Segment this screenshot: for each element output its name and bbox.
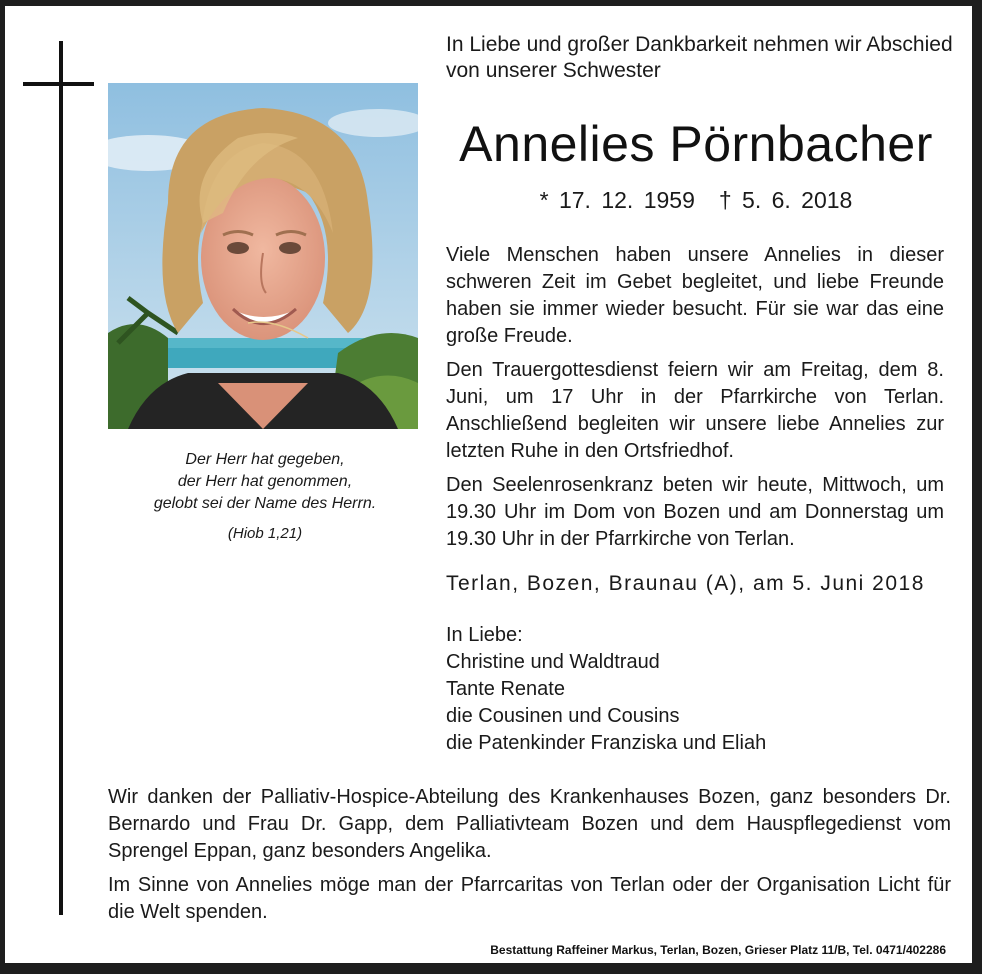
intro-line-1: In Liebe und großer Dankbarkeit nehmen wir Abschied — [446, 33, 953, 56]
funeral-home-footer: Bestattung Raffeiner Markus, Terlan, Bozen, Grieser Platz 11/B, Tel. 0471/402286 — [490, 943, 946, 957]
portrait-photo — [108, 83, 418, 429]
mourners-list — [446, 622, 946, 757]
thanks-paragraph-2: Im Sinne von Annelies möge man der Pfarrcaritas von Terlan oder der Organisation Licht für die Welt spenden. — [108, 874, 951, 923]
verse-reference: (Hiob 1,21) — [227, 525, 303, 542]
bible-verse — [115, 449, 415, 545]
mourner-item: Tante Renate — [446, 678, 565, 700]
body-paragraph-3: Den Seelenrosenkranz beten wir heute, Mittwoch, um 19.30 Uhr im Dom von Bozen und am Donnerstag um 19.30 Uhr in der Pfarrkirche von Terlan. — [446, 474, 944, 550]
verse-line-2: der Herr hat genommen, — [177, 473, 353, 490]
mourner-item: die Patenkinder Franziska und Eliah — [446, 732, 767, 754]
announcement-body — [446, 242, 944, 560]
deceased-name: Annelies Pörnbacher — [459, 116, 933, 172]
intro-text — [446, 32, 956, 84]
cross-icon — [59, 41, 63, 915]
mourner-item: Christine und Waldtraud — [446, 651, 660, 673]
cross-icon-bar — [23, 82, 94, 86]
body-paragraph-2: Den Trauergottesdienst feiern wir am Freitag, dem 8. Juni, um 17 Uhr in der Pfarrkirche von Terlan. Anschließend begleiten wir unsere liebe Annelies zur letzten Ruhe in den Ortsfriedhof. — [446, 359, 944, 462]
place-and-date: Terlan, Bozen, Braunau (A), am 5. Juni 2018 — [446, 572, 925, 595]
verse-line-1: Der Herr hat gegeben, — [185, 451, 345, 468]
mourners-heading: In Liebe: — [446, 624, 523, 646]
thanks-paragraph-1: Wir danken der Palliativ-Hospice-Abteilung des Krankenhauses Bozen, ganz besonders Dr. Bernardo und Frau Dr. Gapp, dem Palliativteam Bozen und dem Hauspflegedienst vom Sprengel Eppan, ganz besonders Angelika. — [108, 786, 951, 862]
body-paragraph-1: Viele Menschen haben unsere Annelies in dieser schweren Zeit im Gebet begleitet, und liebe Freunde haben sie immer wieder besucht. Für sie war das eine große Freude. — [446, 244, 944, 347]
intro-line-2: von unserer Schwester — [446, 59, 661, 82]
mourner-item: die Cousinen und Cousins — [446, 705, 680, 727]
death-date: † 5. 6. 2018 — [718, 187, 853, 213]
portrait-illustration — [108, 83, 418, 429]
birth-date: * 17. 12. 1959 — [539, 187, 695, 213]
thanks-section — [108, 784, 951, 933]
obituary-notice — [5, 6, 972, 963]
verse-line-3: gelobt sei der Name des Herrn. — [153, 495, 377, 512]
life-dates — [446, 186, 946, 214]
